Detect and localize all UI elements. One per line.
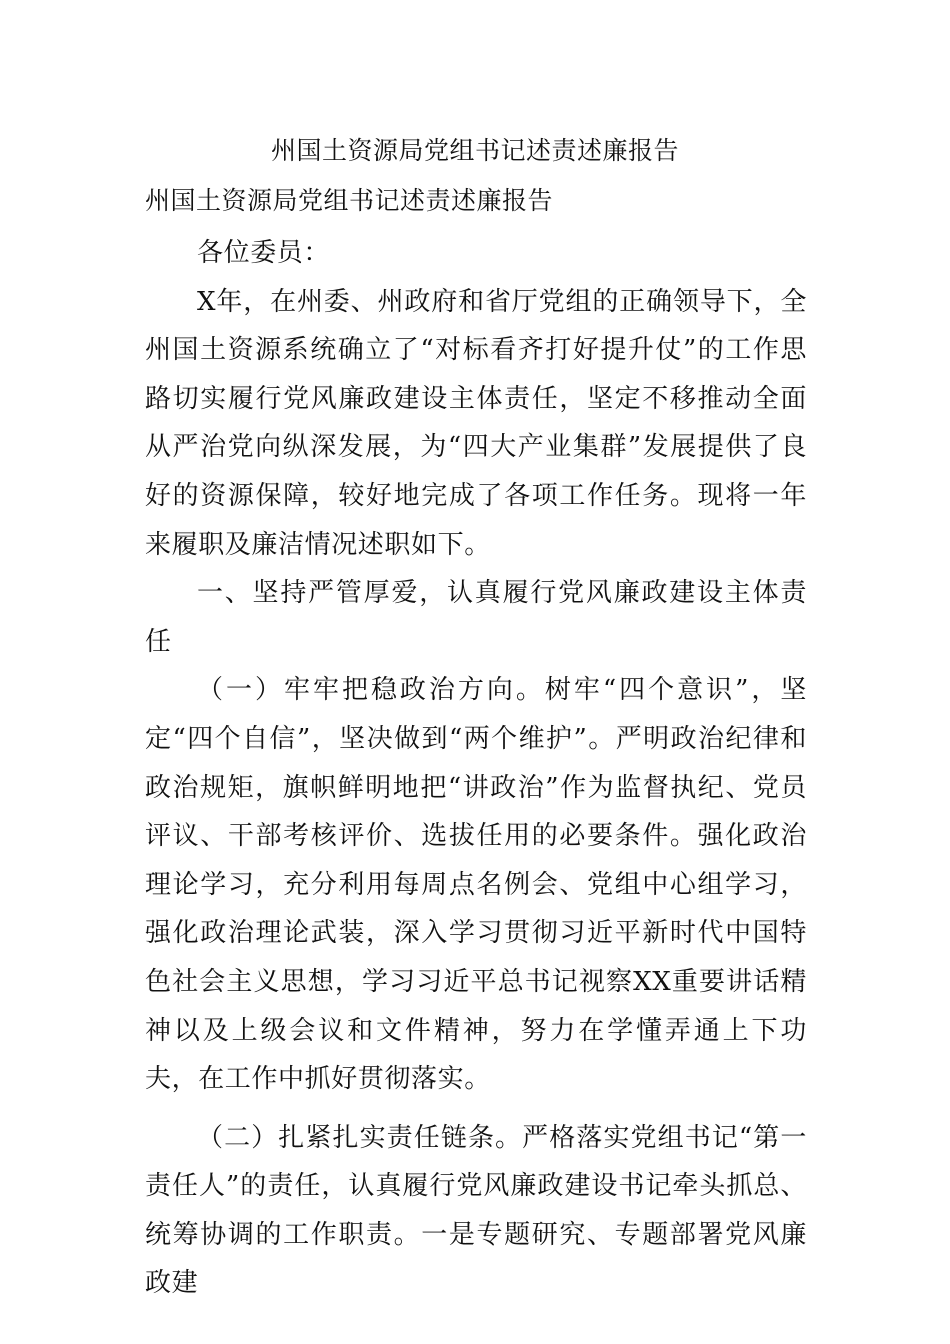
- intro-paragraph: X年，在州委、州政府和省厅党组的正确领导下，全州国土资源系统确立了“对标看齐打好提升仗”的工作思路切实履行党风廉政建设主体责任，坚定不移推动全面从严治党向纵深发展，为“四大产业集群”发展提供了良好的资源保障，较好地完成了各项工作任务。现将一年来履职及廉洁情况述职如下。: [145, 286, 807, 560]
- salutation-paragraph: 各位委员：: [197, 238, 331, 268]
- subsection-paragraph-2: （二）扎紧扎实责任链条。严格落实党组书记“第一责任人”的责任，认真履行党风廉政建设书记牵头抓总、统筹协调的工作职责。一是专题研究、专题部署党风廉政建: [145, 1122, 807, 1299]
- section-heading-1: 一、坚持严管厚爱，认真履行党风廉政建设主体责任: [145, 578, 807, 657]
- document-title: 州国土资源局党组书记述责述廉报告: [270, 136, 679, 165]
- document-subtitle: 州国土资源局党组书记述责述廉报告: [145, 186, 554, 215]
- subsection-paragraph-1: （一）牢牢把稳政治方向。树牢“四个意识”，坚定“四个自信”，坚决做到“两个维护”。严明政治纪律和政治规矩，旗帜鲜明地把“讲政治”作为监督执纪、党员评议、干部考核评价、选拔任用的必要条件。强化政治理论学习，充分利用每周点名例会、党组中心组学习，强化政治理论武装，深入学习贯彻习近平新时代中国特色社会主义思想，学习习近平总书记视察XX重要讲话精神以及上级会议和文件精神，努力在学懂弄通上下功夫，在工作中抓好贯彻落实。: [145, 675, 807, 1095]
- document-body: [145, 229, 807, 1308]
